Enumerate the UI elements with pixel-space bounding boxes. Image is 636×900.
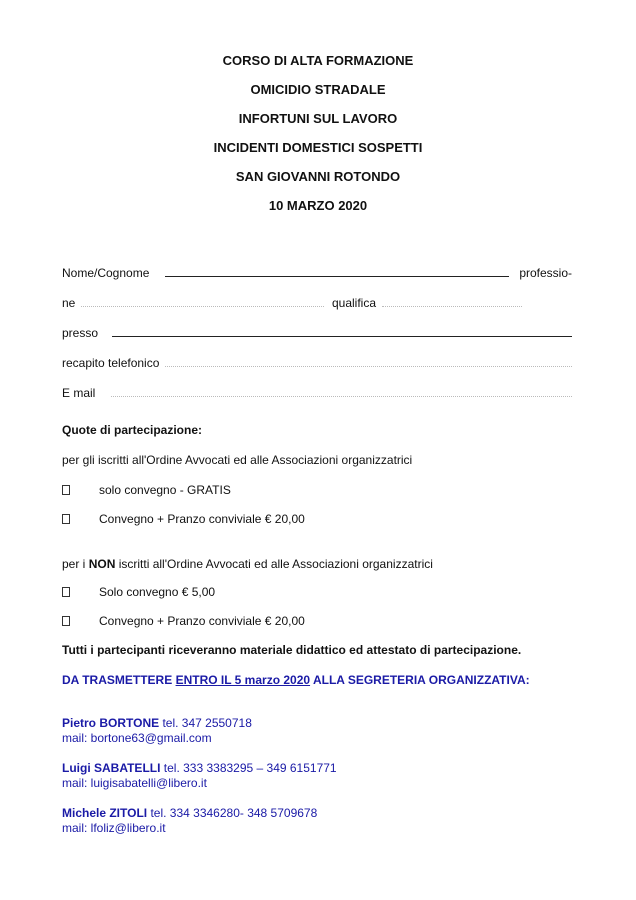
title-line: INFORTUNI SUL LAVORO: [238, 111, 398, 126]
nonmembers-intro-post: iscritti all'Ordine Avvocati ed alle Associazioni organizzatrici: [115, 557, 433, 571]
option-label: solo convegno - GRATIS: [99, 483, 231, 497]
contact-sabatelli: [62, 761, 337, 791]
deadline-note: [62, 673, 530, 687]
name-field[interactable]: [165, 262, 509, 277]
name-row: [62, 250, 572, 280]
contact-zitoli: [62, 806, 317, 836]
email-label: E mail: [62, 386, 96, 400]
contact-mail[interactable]: mail: lfoliz@libero.it: [62, 821, 166, 835]
checkbox[interactable]: [62, 616, 70, 626]
fees-heading: Quote di partecipazione:: [62, 423, 203, 437]
deadline-underlined: ENTRO: [175, 673, 218, 687]
contact-phone: tel. 333 3383295 – 349 6151771: [160, 761, 337, 775]
presso-label: presso: [62, 326, 99, 340]
title-line: 10 MARZO 2020: [268, 198, 368, 213]
option-nonmember-lunch[interactable]: [62, 614, 305, 628]
option-label: Solo convegno € 5,00: [99, 585, 216, 599]
email-field[interactable]: [111, 382, 572, 397]
profession-label-cont: ne: [62, 296, 76, 310]
title-line: INCIDENTI DOMESTICI SOSPETTI: [213, 140, 423, 155]
phone-row: [62, 340, 572, 370]
nonmembers-intro-pre: per i: [62, 557, 89, 571]
presso-field[interactable]: [112, 322, 572, 337]
nonmembers-intro: [62, 557, 433, 571]
title-line: SAN GIOVANNI ROTONDO: [235, 169, 401, 184]
profession-field[interactable]: [81, 292, 324, 307]
title-line: OMICIDIO STRADALE: [250, 82, 386, 97]
title-line: CORSO DI ALTA FORMAZIONE: [222, 53, 414, 68]
checkbox[interactable]: [62, 587, 70, 597]
profession-row: [62, 280, 572, 310]
qualifica-label: qualifica: [331, 296, 376, 310]
phone-field[interactable]: [165, 352, 572, 367]
materials-note: Tutti i partecipanti riceveranno materiale didattico ed attestato di partecipazione.: [62, 643, 522, 657]
checkbox[interactable]: [62, 485, 70, 495]
qualifica-field[interactable]: [382, 292, 522, 307]
phone-label: recapito telefonico: [62, 356, 160, 370]
contact-mail[interactable]: mail: luigisabatelli@libero.it: [62, 776, 207, 790]
nonmembers-intro-bold: NON: [88, 557, 116, 571]
presso-row: [62, 310, 572, 340]
contact-mail[interactable]: mail: bortone63@gmail.com: [62, 731, 212, 745]
deadline-post: ALLA SEGRETERIA ORGANIZZATIVA:: [310, 673, 530, 687]
name-label: Nome/Cognome: [62, 266, 150, 280]
option-nonmember-conference[interactable]: [62, 585, 215, 599]
email-row: [62, 370, 572, 400]
registration-form: [62, 250, 572, 400]
option-label: Convegno + Pranzo conviviale € 20,00: [99, 614, 305, 628]
contact-name: Pietro BORTONE: [62, 716, 160, 730]
deadline-pre: DA TRASMETTERE: [62, 673, 176, 687]
option-member-free[interactable]: [62, 483, 231, 497]
contact-bortone: [62, 716, 252, 746]
contact-phone: tel. 334 3346280- 348 5709678: [147, 806, 318, 820]
checkbox[interactable]: [62, 514, 70, 524]
option-member-lunch[interactable]: [62, 512, 305, 526]
members-intro: per gli iscritti all'Ordine Avvocati ed alle Associazioni organizzatrici: [62, 453, 413, 467]
contact-name: Luigi SABATELLI: [62, 761, 161, 775]
title-block: [0, 52, 636, 226]
contact-phone: tel. 347 2550718: [159, 716, 252, 730]
contact-name: Michele ZITOLI: [62, 806, 148, 820]
profession-label: professio-: [519, 266, 572, 280]
option-label: Convegno + Pranzo conviviale € 20,00: [99, 512, 305, 526]
deadline-mid: IL 5 marzo 2020: [217, 673, 311, 687]
